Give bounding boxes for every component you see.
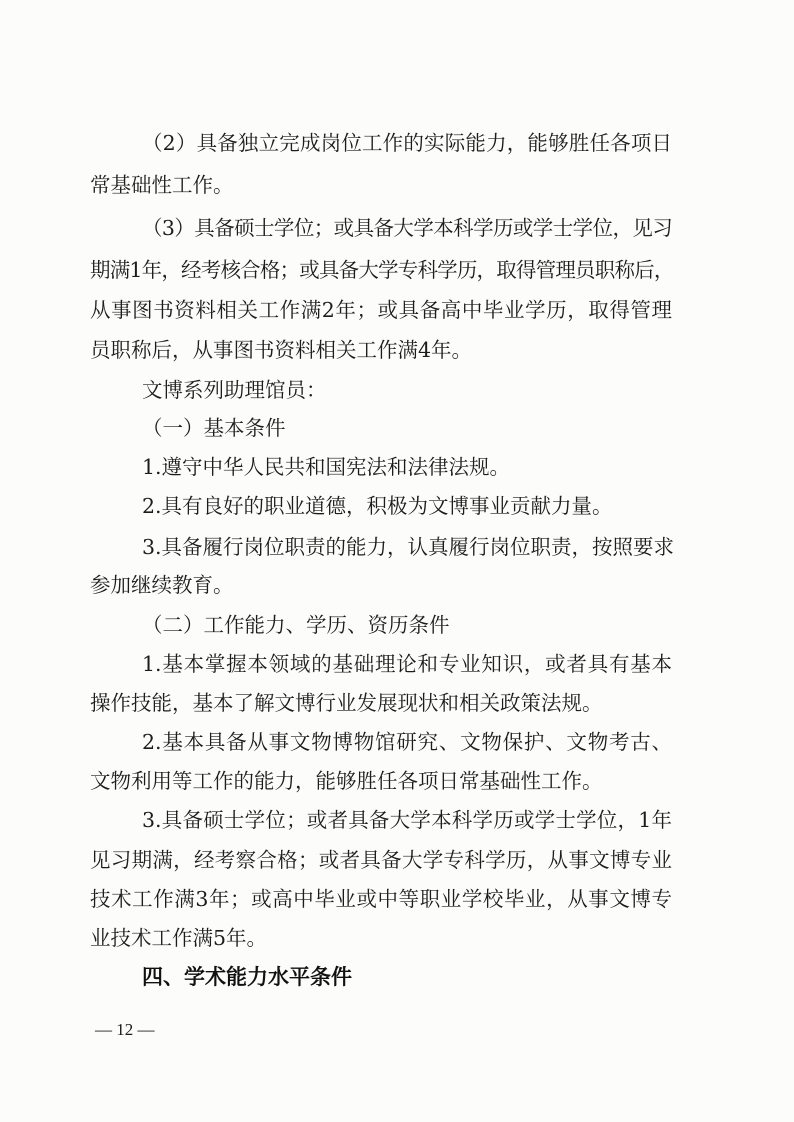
item-3-line-2: 期满1年，经考核合格；或具备大学专科学历，取得管理员职称后，	[90, 258, 674, 282]
ability-requirement-3-line-1: 3.具备硕士学位；或者具备大学本科学历或学士学位，1年	[142, 808, 672, 832]
ability-requirement-3-line-3: 技术工作满3年；或高中毕业或中等职业学校毕业，从事文博专	[90, 887, 672, 911]
ability-requirement-1-line-2: 操作技能，基本了解文博行业发展现状和相关政策法规。	[90, 691, 603, 715]
item-2-line-2: 常基础性工作。	[90, 173, 234, 197]
subheading-basic-conditions: （一）基本条件	[142, 416, 286, 440]
basic-condition-3-line-2: 参加继续教育。	[90, 573, 234, 597]
item-3-line-1: （3）具备硕士学位；或具备大学本科学历或学士学位，见习	[142, 216, 672, 240]
subheading-ability-education-conditions: （二）工作能力、学历、资历条件	[142, 613, 450, 637]
item-3-line-3: 从事图书资料相关工作满2年；或具备高中毕业学历，取得管理	[90, 298, 672, 322]
series-title-wenbo-assistant: 文博系列助理馆员：	[142, 378, 327, 402]
page-number: — 12 —	[95, 1020, 155, 1039]
ability-requirement-1-line-1: 1.基本掌握本领域的基础理论和专业知识，或者具有基本	[142, 652, 672, 676]
ability-requirement-2-line-2: 文物利用等工作的能力，能够胜任各项日常基础性工作。	[90, 769, 603, 793]
item-2-line-1: （2）具备独立完成岗位工作的实际能力，能够胜任各项日	[142, 131, 672, 155]
basic-condition-1: 1.遵守中华人民共和国宪法和法律法规。	[142, 455, 511, 479]
item-3-line-4: 员职称后，从事图书资料相关工作满4年。	[90, 338, 473, 362]
basic-condition-2: 2.具有良好的职业道德，积极为文博事业贡献力量。	[142, 494, 613, 518]
ability-requirement-3-line-2: 见习期满，经考察合格；或者具备大学专科学历，从事文博专业	[90, 848, 672, 872]
basic-condition-3-line-1: 3.具备履行岗位职责的能力，认真履行岗位职责，按照要求	[142, 535, 675, 559]
ability-requirement-3-line-4: 业技术工作满5年。	[90, 926, 268, 950]
ability-requirement-2-line-1: 2.基本具备从事文物博物馆研究、文物保护、文物考古、	[142, 730, 672, 754]
section-heading-academic-ability: 四、学术能力水平条件	[142, 965, 352, 989]
